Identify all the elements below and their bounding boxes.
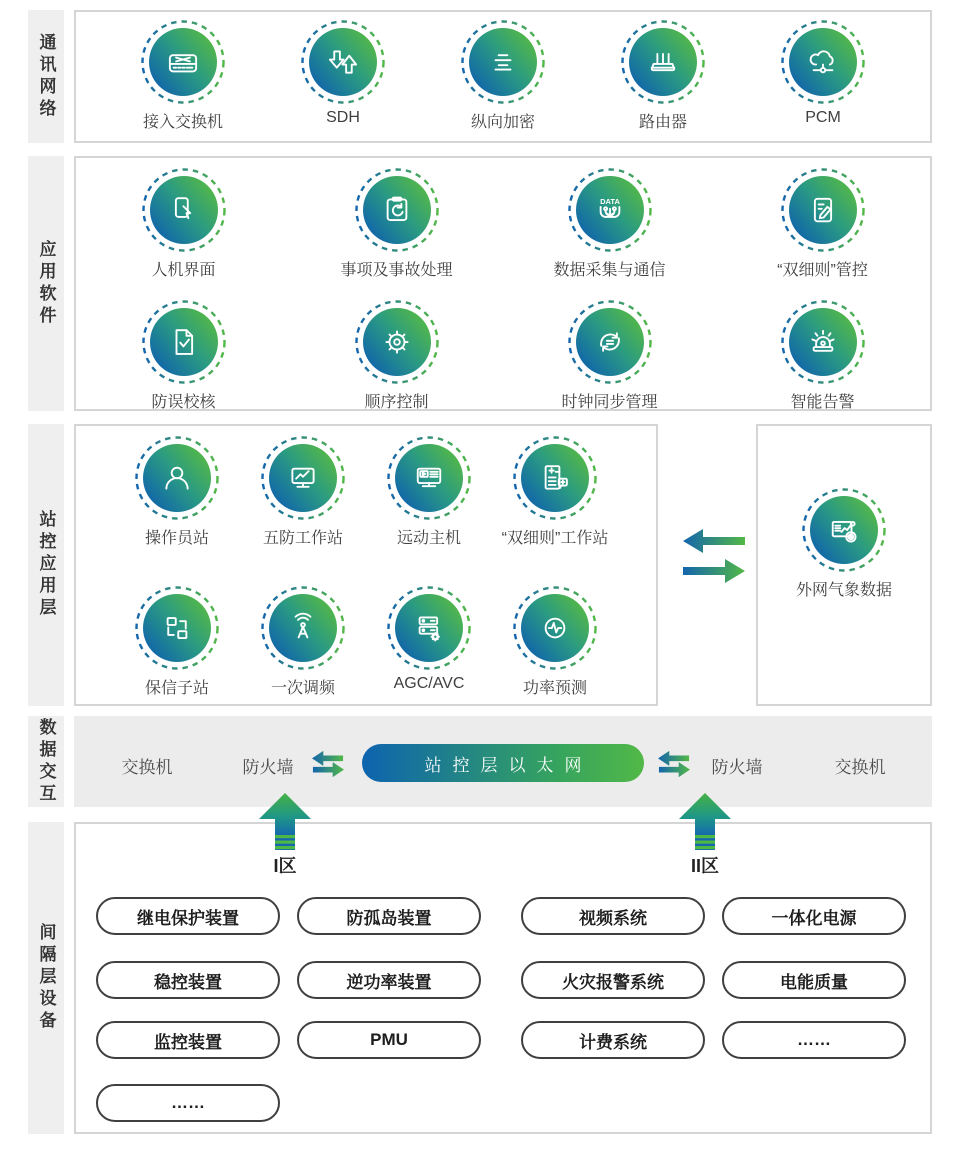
gradient-disc — [363, 176, 431, 244]
station-control-box — [74, 424, 658, 706]
exchange-arrows-right-icon — [658, 750, 690, 778]
gradient-disc — [629, 28, 697, 96]
device-pill: 一体化电源 — [722, 897, 906, 935]
icon-label: 人机界面 — [151, 262, 216, 279]
icon-label: 防误校核 — [151, 394, 216, 411]
station-ethernet-pill: 站控层以太网 — [362, 744, 644, 782]
sidebar-label: 数据交互 — [36, 717, 56, 806]
gradient-disc — [576, 176, 644, 244]
gradient-disc — [150, 176, 218, 244]
icon-cell — [503, 300, 716, 412]
encryption-bars-icon — [461, 20, 545, 104]
gear-icon — [355, 300, 439, 384]
icon-cell — [240, 436, 366, 548]
icon-label: 顺序控制 — [364, 394, 429, 411]
gradient-disc — [143, 594, 211, 662]
icon-label: 路由器 — [638, 114, 687, 131]
icon-label: 接入交换机 — [142, 114, 223, 131]
person-icon — [135, 436, 219, 520]
station-icon-row-2 — [76, 586, 656, 698]
icon-label: 数据采集与通信 — [553, 262, 666, 279]
software-icon-row-2 — [76, 300, 930, 412]
switch-left-label: 交换机 — [121, 758, 173, 777]
touch-screen-icon — [142, 168, 226, 252]
sidebar-label: 站控应用层 — [36, 510, 56, 620]
bidirectional-exchange-icon — [681, 529, 747, 583]
device-pill: …… — [722, 1021, 906, 1059]
svg-text:DATA: DATA — [599, 196, 620, 206]
icon-label: 保信子站 — [144, 680, 209, 697]
icon-label: 事项及事故处理 — [340, 262, 453, 279]
document-pencil-icon — [781, 168, 865, 252]
icon-cell — [583, 20, 743, 132]
gradient-disc — [576, 308, 644, 376]
device-pill: 稳控装置 — [96, 961, 280, 999]
icon-cell — [492, 586, 618, 698]
weather-dashboard-icon — [802, 488, 886, 572]
alarm-beacon-icon — [781, 300, 865, 384]
device-pill: 视频系统 — [521, 897, 705, 935]
gradient-disc — [395, 594, 463, 662]
icon-cell — [263, 20, 423, 132]
gradient-disc — [143, 444, 211, 512]
sidebar-communication-network — [28, 10, 64, 143]
icon-cell — [114, 436, 240, 548]
sidebar-bay-level-devices — [28, 822, 64, 1134]
icon-cell — [366, 436, 492, 548]
gradient-disc — [521, 594, 589, 662]
sdh-arrows-icon — [301, 20, 385, 104]
gradient-disc — [789, 28, 857, 96]
icon-cell — [290, 300, 503, 412]
device-pill: 逆功率装置 — [297, 961, 481, 999]
icon-label: PCM — [805, 109, 841, 126]
router-icon — [621, 20, 705, 104]
icon-label: 远动主机 — [396, 530, 461, 547]
icon-cell — [77, 168, 290, 280]
icon-label: 操作员站 — [144, 530, 209, 547]
device-pill: 火灾报警系统 — [521, 961, 705, 999]
network-nodes-icon — [135, 586, 219, 670]
gradient-disc — [469, 28, 537, 96]
icon-label: 时钟同步管理 — [561, 394, 658, 411]
icon-cell — [492, 436, 618, 548]
gradient-disc — [789, 176, 857, 244]
monitor-chart-icon — [261, 436, 345, 520]
device-pill: 继电保护装置 — [96, 897, 280, 935]
device-pill: PMU — [297, 1021, 481, 1059]
external-weather-box — [756, 424, 932, 706]
clock-sync-icon — [568, 300, 652, 384]
icon-cell — [366, 586, 492, 698]
zone2-label: II区 — [690, 856, 720, 876]
switch-right-label: 交换机 — [834, 758, 886, 777]
icon-cell — [764, 488, 924, 600]
communication-network-box — [74, 10, 932, 143]
sidebar-station-control-layer — [28, 424, 64, 706]
icon-label: SDH — [326, 109, 360, 126]
antenna-icon — [261, 586, 345, 670]
gradient-disc — [150, 308, 218, 376]
device-pill: 监控装置 — [96, 1021, 280, 1059]
gradient-disc — [789, 308, 857, 376]
gradient-disc — [521, 444, 589, 512]
icon-label: AGC/AVC — [393, 675, 465, 692]
icon-cell — [716, 168, 929, 280]
network-icon-row — [76, 20, 930, 132]
application-software-box — [74, 156, 932, 411]
gradient-disc — [395, 444, 463, 512]
icon-label: 功率预测 — [522, 680, 587, 697]
icon-cell — [716, 300, 929, 412]
gradient-disc — [149, 28, 217, 96]
sidebar-data-exchange — [28, 716, 64, 807]
icon-label: 外网气象数据 — [795, 582, 892, 599]
sidebar-label: 通讯网络 — [36, 32, 56, 121]
access-switch-icon — [141, 20, 225, 104]
icon-label: 智能告警 — [790, 394, 855, 411]
firewall-right-label: 防火墙 — [711, 758, 763, 777]
zone1-label: I区 — [273, 856, 297, 876]
device-pill: 防孤岛装置 — [297, 897, 481, 935]
icon-label: “双细则”工作站 — [501, 530, 609, 547]
icon-label: 一次调频 — [270, 680, 335, 697]
icon-label: 纵向加密 — [470, 114, 535, 131]
data-usb-icon — [568, 168, 652, 252]
sidebar-label: 间隔层设备 — [36, 923, 56, 1033]
icon-label: 五防工作站 — [262, 530, 343, 547]
icon-cell — [423, 20, 583, 132]
icon-cell — [503, 168, 716, 280]
icon-cell — [103, 20, 263, 132]
icon-cell — [290, 168, 503, 280]
monitor-media-icon — [387, 436, 471, 520]
device-pill: 计费系统 — [521, 1021, 705, 1059]
device-pill: …… — [96, 1084, 280, 1122]
document-bubble-icon — [513, 436, 597, 520]
gradient-disc — [309, 28, 377, 96]
zone2-up-arrow-icon — [678, 793, 732, 850]
gradient-disc — [269, 594, 337, 662]
icon-label: “双细则”管控 — [777, 262, 868, 279]
gradient-disc — [269, 444, 337, 512]
document-check-icon — [142, 300, 226, 384]
clipboard-refresh-icon — [355, 168, 439, 252]
cloud-node-icon — [781, 20, 865, 104]
icon-cell — [114, 586, 240, 698]
server-gear-icon — [387, 586, 471, 670]
sidebar-application-software — [28, 156, 64, 411]
software-icon-row-1 — [76, 168, 930, 280]
gradient-disc — [810, 496, 878, 564]
icon-cell — [77, 300, 290, 412]
zone1-up-arrow-icon — [258, 793, 312, 850]
exchange-arrows-left-icon — [312, 750, 344, 778]
station-icon-row-1 — [76, 436, 656, 548]
waveform-circle-icon — [513, 586, 597, 670]
device-pill: 电能质量 — [722, 961, 906, 999]
firewall-left-label: 防火墙 — [242, 758, 294, 777]
gradient-disc — [363, 308, 431, 376]
icon-cell — [743, 20, 903, 132]
icon-cell — [240, 586, 366, 698]
sidebar-label: 应用软件 — [36, 239, 56, 328]
